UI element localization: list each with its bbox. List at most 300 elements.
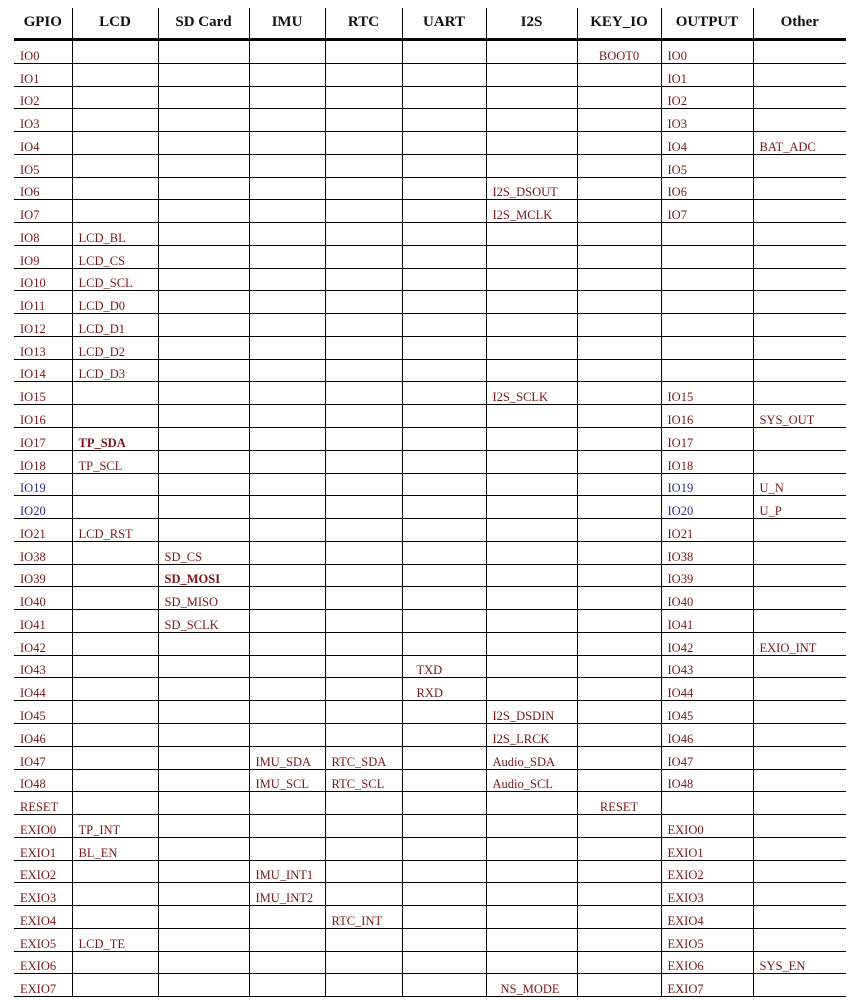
table-row [14,223,846,246]
cell-gpio: EXIO2 [14,860,72,883]
cell-uart [402,906,486,929]
cell-key-io [577,223,661,246]
cell-sd-card [158,291,249,314]
cell-i2s [486,678,577,701]
cell-other [753,678,846,701]
cell-lcd [72,177,158,200]
cell-rtc [325,519,402,542]
cell-uart [402,564,486,587]
cell-key-io [577,587,661,610]
table-row [14,132,846,155]
cell-uart [402,792,486,815]
cell-key-io [577,746,661,769]
cell-imu [249,701,325,724]
table-row [14,587,846,610]
cell-lcd: TP_SDA [72,428,158,451]
cell-gpio: IO1 [14,63,72,86]
cell-other [753,610,846,633]
cell-uart [402,177,486,200]
cell-uart [402,587,486,610]
cell-other [753,268,846,291]
cell-imu [249,837,325,860]
cell-i2s [486,154,577,177]
cell-gpio: EXIO5 [14,928,72,951]
cell-sd-card [158,200,249,223]
cell-imu [249,314,325,337]
cell-sd-card [158,837,249,860]
cell-uart [402,519,486,542]
cell-imu [249,928,325,951]
cell-sd-card [158,701,249,724]
cell-uart [402,496,486,519]
cell-gpio: IO0 [14,40,72,64]
cell-imu [249,245,325,268]
cell-other [753,223,846,246]
cell-imu [249,154,325,177]
cell-rtc [325,109,402,132]
cell-uart: TXD [402,655,486,678]
cell-lcd [72,860,158,883]
table-row [14,906,846,929]
cell-uart [402,86,486,109]
cell-sd-card [158,177,249,200]
cell-imu [249,223,325,246]
cell-imu [249,200,325,223]
cell-gpio: IO3 [14,109,72,132]
table-row [14,405,846,428]
cell-sd-card [158,655,249,678]
cell-gpio: IO48 [14,769,72,792]
cell-rtc [325,974,402,997]
cell-key-io [577,632,661,655]
cell-lcd [72,723,158,746]
cell-lcd [72,906,158,929]
header-imu: IMU [249,8,325,40]
cell-key-io [577,815,661,838]
cell-key-io [577,906,661,929]
cell-output: IO46 [661,723,753,746]
table-row [14,519,846,542]
cell-i2s: I2S_DSDIN [486,701,577,724]
cell-key-io [577,860,661,883]
cell-key-io [577,564,661,587]
cell-imu [249,132,325,155]
cell-key-io [577,109,661,132]
cell-sd-card [158,974,249,997]
cell-rtc [325,245,402,268]
table-row [14,428,846,451]
cell-lcd [72,769,158,792]
cell-key-io [577,610,661,633]
cell-uart [402,154,486,177]
cell-i2s [486,109,577,132]
cell-output: EXIO7 [661,974,753,997]
cell-output: IO0 [661,40,753,64]
cell-other: BAT_ADC [753,132,846,155]
cell-output: IO6 [661,177,753,200]
cell-sd-card [158,405,249,428]
cell-rtc [325,610,402,633]
cell-key-io [577,86,661,109]
cell-gpio: IO19 [14,473,72,496]
cell-imu [249,109,325,132]
cell-i2s [486,40,577,64]
cell-i2s [486,792,577,815]
cell-lcd [72,974,158,997]
cell-rtc [325,951,402,974]
cell-rtc [325,63,402,86]
cell-rtc: RTC_INT [325,906,402,929]
table-row [14,655,846,678]
cell-key-io [577,154,661,177]
cell-uart [402,109,486,132]
cell-other [753,701,846,724]
table-row [14,473,846,496]
cell-other [753,519,846,542]
cell-rtc [325,655,402,678]
cell-key-io [577,837,661,860]
cell-output [661,336,753,359]
cell-uart [402,632,486,655]
cell-imu [249,428,325,451]
cell-gpio: IO2 [14,86,72,109]
cell-gpio: IO16 [14,405,72,428]
cell-key-io [577,450,661,473]
cell-output: IO2 [661,86,753,109]
cell-output: IO44 [661,678,753,701]
header-sd-card: SD Card [158,8,249,40]
cell-gpio: EXIO3 [14,883,72,906]
cell-rtc [325,40,402,64]
cell-output: IO1 [661,63,753,86]
cell-uart [402,951,486,974]
cell-sd-card [158,815,249,838]
table-row [14,86,846,109]
cell-imu [249,86,325,109]
table-row [14,109,846,132]
cell-output: IO17 [661,428,753,451]
table-row [14,860,846,883]
cell-lcd [72,701,158,724]
cell-other [753,359,846,382]
cell-imu [249,587,325,610]
table-row [14,314,846,337]
cell-i2s [486,632,577,655]
cell-sd-card [158,154,249,177]
cell-rtc [325,336,402,359]
cell-rtc [325,314,402,337]
cell-gpio: IO15 [14,382,72,405]
cell-lcd [72,883,158,906]
table-row [14,291,846,314]
table-row [14,450,846,473]
cell-i2s [486,928,577,951]
cell-key-io [577,541,661,564]
cell-gpio: IO11 [14,291,72,314]
cell-other [753,928,846,951]
table-row [14,382,846,405]
cell-imu [249,792,325,815]
cell-other: U_N [753,473,846,496]
cell-lcd [72,951,158,974]
table-row [14,815,846,838]
cell-sd-card [158,450,249,473]
cell-lcd [72,655,158,678]
table-row [14,200,846,223]
cell-output: EXIO2 [661,860,753,883]
cell-imu: IMU_INT2 [249,883,325,906]
cell-uart [402,405,486,428]
cell-lcd: LCD_D3 [72,359,158,382]
cell-output: IO4 [661,132,753,155]
cell-imu [249,723,325,746]
cell-gpio: IO46 [14,723,72,746]
cell-gpio: IO9 [14,245,72,268]
cell-other [753,63,846,86]
cell-other [753,860,846,883]
cell-i2s [486,405,577,428]
cell-imu [249,40,325,64]
cell-imu [249,177,325,200]
cell-i2s [486,245,577,268]
cell-lcd [72,496,158,519]
cell-lcd [72,405,158,428]
cell-sd-card [158,519,249,542]
cell-sd-card [158,86,249,109]
cell-output: IO42 [661,632,753,655]
cell-uart [402,450,486,473]
cell-other [753,336,846,359]
cell-key-io [577,177,661,200]
cell-i2s: I2S_LRCK [486,723,577,746]
cell-other [753,86,846,109]
cell-lcd: LCD_RST [72,519,158,542]
cell-uart [402,883,486,906]
cell-imu [249,678,325,701]
cell-other [753,564,846,587]
cell-sd-card [158,314,249,337]
cell-uart [402,974,486,997]
cell-i2s [486,428,577,451]
cell-gpio: IO43 [14,655,72,678]
cell-sd-card [158,928,249,951]
table-row [14,792,846,815]
cell-imu [249,336,325,359]
cell-other: EXIO_INT [753,632,846,655]
cell-sd-card [158,496,249,519]
cell-output: IO15 [661,382,753,405]
cell-imu [249,951,325,974]
cell-other [753,382,846,405]
cell-lcd: TP_INT [72,815,158,838]
cell-imu: IMU_INT1 [249,860,325,883]
cell-output: IO38 [661,541,753,564]
cell-rtc [325,200,402,223]
cell-output: IO21 [661,519,753,542]
cell-imu [249,541,325,564]
cell-uart [402,200,486,223]
cell-lcd: LCD_CS [72,245,158,268]
cell-other [753,837,846,860]
cell-sd-card: SD_MISO [158,587,249,610]
cell-uart [402,268,486,291]
cell-sd-card [158,40,249,64]
cell-output: EXIO5 [661,928,753,951]
cell-key-io [577,291,661,314]
table-row [14,541,846,564]
cell-gpio: IO5 [14,154,72,177]
table-row [14,336,846,359]
cell-lcd [72,564,158,587]
cell-output [661,359,753,382]
cell-rtc [325,928,402,951]
cell-gpio: IO45 [14,701,72,724]
cell-gpio: IO18 [14,450,72,473]
cell-gpio: IO39 [14,564,72,587]
cell-uart [402,245,486,268]
cell-output: IO43 [661,655,753,678]
cell-uart [402,746,486,769]
cell-i2s [486,860,577,883]
cell-key-io [577,245,661,268]
cell-lcd [72,792,158,815]
cell-i2s [486,450,577,473]
cell-sd-card [158,223,249,246]
cell-other [753,655,846,678]
cell-sd-card [158,723,249,746]
header-i2s: I2S [486,8,577,40]
cell-i2s [486,359,577,382]
cell-rtc [325,701,402,724]
cell-other [753,200,846,223]
header-rtc: RTC [325,8,402,40]
table-row [14,678,846,701]
cell-output: IO41 [661,610,753,633]
cell-i2s [486,268,577,291]
table-row [14,837,846,860]
cell-output: IO47 [661,746,753,769]
cell-imu [249,974,325,997]
header-key-io: KEY_IO [577,8,661,40]
cell-key-io [577,200,661,223]
cell-lcd [72,40,158,64]
cell-i2s [486,610,577,633]
cell-gpio: IO20 [14,496,72,519]
cell-gpio: IO40 [14,587,72,610]
cell-rtc [325,154,402,177]
cell-lcd: LCD_D0 [72,291,158,314]
cell-key-io [577,655,661,678]
cell-lcd [72,746,158,769]
cell-sd-card [158,382,249,405]
cell-sd-card [158,268,249,291]
cell-output: EXIO6 [661,951,753,974]
cell-rtc [325,883,402,906]
cell-gpio: EXIO0 [14,815,72,838]
cell-rtc: RTC_SDA [325,746,402,769]
cell-uart [402,541,486,564]
cell-imu [249,610,325,633]
table-row [14,701,846,724]
table-row [14,610,846,633]
cell-gpio: EXIO4 [14,906,72,929]
cell-gpio: EXIO1 [14,837,72,860]
cell-rtc [325,382,402,405]
cell-gpio: EXIO6 [14,951,72,974]
table-row [14,951,846,974]
cell-i2s [486,906,577,929]
table-row [14,177,846,200]
cell-rtc [325,496,402,519]
cell-uart [402,928,486,951]
table-row [14,359,846,382]
header-gpio: GPIO [14,8,72,40]
cell-lcd [72,132,158,155]
cell-gpio: IO17 [14,428,72,451]
cell-rtc [325,86,402,109]
cell-lcd [72,63,158,86]
table-row [14,769,846,792]
cell-sd-card [158,951,249,974]
cell-other: U_P [753,496,846,519]
cell-sd-card [158,746,249,769]
cell-sd-card [158,359,249,382]
cell-output: EXIO1 [661,837,753,860]
cell-other [753,906,846,929]
cell-key-io [577,382,661,405]
cell-key-io [577,769,661,792]
cell-sd-card [158,63,249,86]
cell-other: SYS_OUT [753,405,846,428]
cell-rtc [325,450,402,473]
cell-imu [249,906,325,929]
cell-lcd: TP_SCL [72,450,158,473]
cell-output: EXIO0 [661,815,753,838]
cell-other [753,40,846,64]
cell-lcd [72,473,158,496]
cell-rtc: RTC_SCL [325,769,402,792]
cell-sd-card: SD_CS [158,541,249,564]
cell-uart [402,63,486,86]
cell-i2s: I2S_SCLK [486,382,577,405]
cell-key-io: BOOT0 [577,40,661,64]
cell-lcd [72,632,158,655]
cell-i2s: I2S_DSOUT [486,177,577,200]
cell-sd-card [158,678,249,701]
cell-lcd [72,154,158,177]
cell-other [753,792,846,815]
table-row [14,723,846,746]
cell-uart [402,473,486,496]
cell-key-io [577,496,661,519]
cell-rtc [325,541,402,564]
cell-gpio: IO44 [14,678,72,701]
cell-i2s [486,223,577,246]
cell-other [753,428,846,451]
cell-imu [249,496,325,519]
cell-uart [402,132,486,155]
cell-uart [402,428,486,451]
cell-imu: IMU_SDA [249,746,325,769]
cell-imu [249,405,325,428]
cell-sd-card [158,883,249,906]
cell-key-io [577,951,661,974]
cell-rtc [325,792,402,815]
cell-i2s [486,655,577,678]
cell-imu [249,655,325,678]
cell-output: EXIO3 [661,883,753,906]
cell-sd-card [158,906,249,929]
